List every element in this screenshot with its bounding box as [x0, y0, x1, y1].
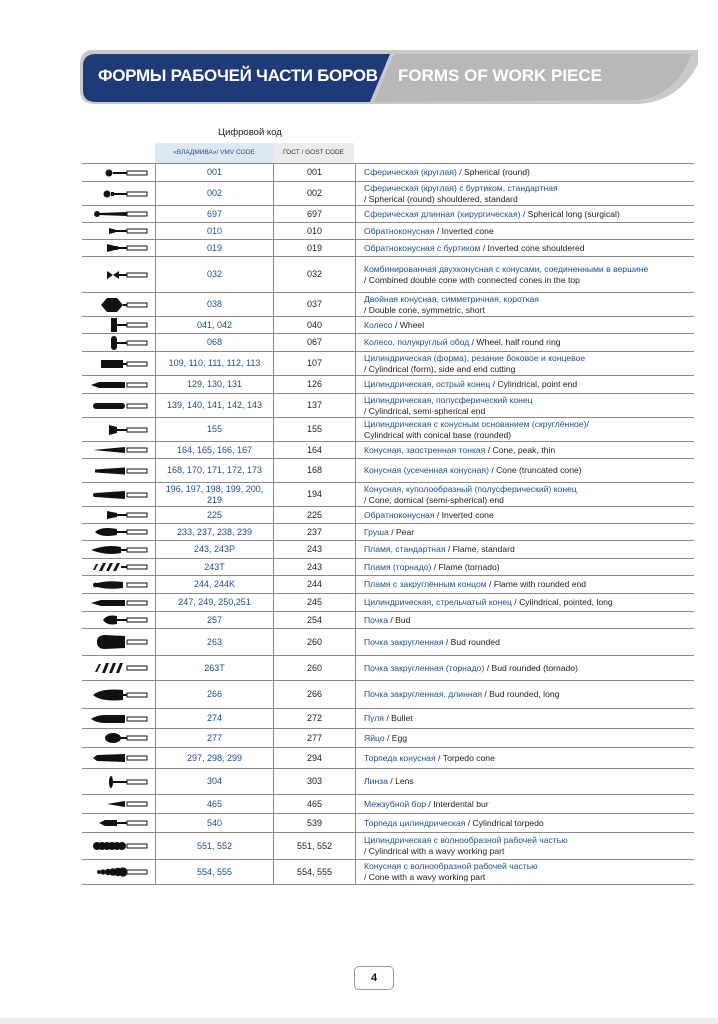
bud-round-bur-icon	[82, 629, 156, 655]
ball-long-bur-icon	[82, 206, 156, 222]
form-name-ru: Пламя с закруглённым концом	[364, 579, 487, 589]
table-row	[82, 558, 694, 575]
form-name-ru: Конусная, заостренная тонкая	[364, 444, 486, 455]
pear-bur-icon	[82, 524, 156, 540]
torpedo-cyl-bur-icon	[82, 814, 156, 832]
form-name-ru: Комбинированная двухконусная с конусами, соединенными в вершине	[364, 263, 649, 274]
table-row	[82, 611, 694, 628]
form-name-en: / Spherical (round)	[456, 167, 530, 177]
cone-dome-bur-icon	[82, 483, 156, 506]
gost-code-cell: 164	[274, 442, 356, 458]
form-description-cell	[356, 240, 694, 256]
column-header-vmv: «ВЛАДМИВА»/ VMV CODE	[155, 143, 273, 163]
vmv-code-cell: 155	[156, 418, 274, 441]
form-name-en: / Cylindrical, pointed, long	[511, 597, 613, 607]
gost-code-cell: 303	[274, 769, 356, 794]
ball-shoulder-bur-icon	[82, 182, 156, 205]
double-cone-bur-icon	[82, 257, 156, 292]
table-row	[82, 256, 694, 292]
form-description-cell	[356, 394, 694, 417]
interdental-bur-icon	[82, 795, 156, 813]
gost-code-cell: 277	[274, 729, 356, 747]
vmv-code-cell: 168, 170, 171, 172, 173	[156, 459, 274, 482]
form-name-en: / Bud rounded	[443, 636, 500, 647]
vmv-code-cell: 697	[156, 206, 274, 222]
form-name-ru: Цилиндрическая, стрельчатый конец	[364, 597, 512, 607]
form-name-ru: Торпеда цилиндрическая	[364, 817, 466, 828]
gost-code-cell: 260	[274, 656, 356, 680]
gost-code-cell: 243	[274, 559, 356, 575]
flame-round-bur-icon	[82, 576, 156, 593]
form-name-ru: Сферическая (круглая)	[364, 167, 457, 177]
vmv-code-cell: 277	[156, 729, 274, 747]
form-name-ru: Цилиндрическая (форма), резание боковое и концевое	[364, 352, 586, 363]
cyl-round-bur-icon	[82, 394, 156, 417]
gost-code-cell: 032	[274, 257, 356, 292]
vmv-code-cell: 225	[156, 507, 274, 523]
form-name-en: / Cylindrical, point end	[490, 379, 578, 389]
vmv-code-cell: 244, 244K	[156, 576, 274, 593]
gost-code-cell: 107	[274, 352, 356, 375]
table-row	[82, 292, 694, 316]
form-name-ru: Обратноконусная	[364, 509, 435, 520]
table-row	[82, 181, 694, 205]
bud-tornado-bur-icon	[82, 656, 156, 680]
form-description-cell	[356, 629, 694, 655]
form-description-cell	[356, 833, 694, 859]
vmv-code-cell: 164, 165, 166, 167	[156, 442, 274, 458]
gost-code-cell: 243	[274, 541, 356, 558]
form-name-en: / Inverted cone	[434, 225, 494, 236]
bullet-bur-icon	[82, 709, 156, 728]
form-description-cell	[356, 164, 694, 181]
form-description-cell	[356, 376, 694, 393]
form-description-cell	[356, 442, 694, 458]
vmv-code-cell: 041, 042	[156, 317, 274, 333]
form-name-en: / Cone, domical (semi-spherical) end	[364, 494, 504, 505]
banner-title-ru: ФОРМЫ РАБОЧЕЙ ЧАСТИ БОРОВ	[98, 66, 378, 85]
form-name-ru: Цилиндрическая, острый конец	[364, 379, 491, 389]
form-name-en: / Cylindrical, semi-spherical end	[364, 405, 486, 416]
form-description-cell	[356, 541, 694, 558]
vmv-code-cell: 032	[156, 257, 274, 292]
table-row	[82, 375, 694, 393]
wavy-cone-bur-icon	[82, 860, 156, 884]
banner-title-en: FORMS OF WORK PIECE	[398, 66, 602, 85]
form-description-cell	[356, 206, 694, 222]
form-name-en: / Wheel	[392, 319, 425, 330]
vmv-code-cell: 263T	[156, 656, 274, 680]
gost-code-cell: 010	[274, 223, 356, 239]
vmv-code-cell: 263	[156, 629, 274, 655]
table-row	[82, 417, 694, 441]
form-description-cell	[356, 594, 694, 611]
bud-bur-icon	[82, 612, 156, 628]
form-name-ru: Пламя, стандартная	[364, 544, 446, 554]
form-name-ru: Межзубной бор	[364, 798, 427, 809]
vmv-code-cell: 196, 197, 198, 199, 200, 219	[156, 483, 274, 506]
table-row	[82, 794, 694, 813]
form-name-en: / Bud	[387, 614, 411, 625]
form-description-cell	[356, 681, 694, 708]
form-name-ru: Цилиндрическая с конусным основанием (скруглённое)/	[364, 418, 589, 429]
bur-forms-table	[82, 163, 694, 885]
form-name-en: / Spherical (round) shouldered, standard	[364, 193, 518, 204]
table-row	[82, 813, 694, 832]
form-description-cell	[356, 748, 694, 768]
form-name-ru: Цилиндрическая, полусферический конец	[364, 394, 533, 405]
table-row	[82, 523, 694, 540]
form-description-cell	[356, 729, 694, 747]
gost-code-cell: 126	[274, 376, 356, 393]
double-cone-short-bur-icon	[82, 293, 156, 316]
form-description-cell	[356, 334, 694, 351]
form-description-cell	[356, 524, 694, 540]
form-description-cell	[356, 223, 694, 239]
table-row	[82, 482, 694, 506]
inv-cone-bur-icon	[82, 223, 156, 239]
gost-code-cell: 019	[274, 240, 356, 256]
form-name-en: / Spherical long (surgical)	[520, 208, 620, 219]
table-row	[82, 655, 694, 680]
vmv-code-cell: 002	[156, 182, 274, 205]
form-name-en: / Inverted cone shouldered	[480, 242, 585, 253]
table-row	[82, 205, 694, 222]
wheel-round-bur-icon	[82, 334, 156, 351]
table-row	[82, 222, 694, 239]
gost-code-cell: 002	[274, 182, 356, 205]
vmv-code-cell: 554, 555	[156, 860, 274, 884]
table-row	[82, 768, 694, 794]
cone-trunc-bur-icon	[82, 459, 156, 482]
form-description-cell	[356, 576, 694, 593]
cone-thin-bur-icon	[82, 442, 156, 458]
form-name-ru: Цилиндрическая с волнообразной рабочей частью	[364, 835, 568, 845]
form-name-en: / Pear	[388, 526, 415, 537]
table-row	[82, 441, 694, 458]
form-name-en: / Cone (truncated cone)	[488, 465, 582, 475]
table-row	[82, 458, 694, 482]
form-name-ru: Почка	[364, 614, 388, 625]
form-name-en: / Cone with a wavy working part	[364, 872, 486, 882]
form-description-cell	[356, 860, 694, 884]
form-description-cell	[356, 182, 694, 205]
form-name-en: / Lens	[387, 776, 414, 786]
form-name-ru: Яйцо	[364, 732, 385, 743]
header-banner	[80, 50, 698, 104]
vmv-code-cell: 257	[156, 612, 274, 628]
vmv-code-cell: 001	[156, 164, 274, 181]
form-name-ru: Сферическая длинная (хирургическая)	[364, 208, 521, 219]
form-description-cell	[356, 459, 694, 482]
table-row	[82, 316, 694, 333]
gost-code-cell: 168	[274, 459, 356, 482]
table-row	[82, 859, 694, 885]
vmv-code-cell: 139, 140, 141, 142, 143	[156, 394, 274, 417]
form-name-en: / Double cone, symmetric, short	[364, 304, 485, 315]
gost-code-cell: 244	[274, 576, 356, 593]
gost-code-cell: 037	[274, 293, 356, 316]
table-row	[82, 728, 694, 747]
form-name-en: / Torpedo cone	[435, 752, 495, 763]
form-name-ru: Сферическая (круглая) с буртиком, стандартная	[364, 182, 558, 193]
table-row	[82, 506, 694, 523]
form-name-ru: Обратноконусная с буртиком	[364, 242, 481, 253]
vmv-code-cell: 304	[156, 769, 274, 794]
gost-code-cell: 155	[274, 418, 356, 441]
form-description-cell	[356, 507, 694, 523]
vmv-code-cell: 266	[156, 681, 274, 708]
form-description-cell	[356, 317, 694, 333]
form-description-cell	[356, 352, 694, 375]
cyl-pointed-bur-icon	[82, 594, 156, 611]
form-name-ru: Конусная (усеченная конусная)	[364, 465, 489, 475]
bud-long-bur-icon	[82, 681, 156, 708]
gost-code-cell: 237	[274, 524, 356, 540]
flame-bur-icon	[82, 541, 156, 558]
vmv-code-cell: 247, 249, 250,251	[156, 594, 274, 611]
form-name-en: / Cylindrical (form), side and end cutting	[364, 363, 516, 374]
form-name-ru: Обратноконусная	[364, 225, 435, 236]
vmv-code-cell: 038	[156, 293, 274, 316]
form-name-en: / Wheel, half round ring	[469, 337, 561, 347]
gost-code-cell: 554, 555	[274, 860, 356, 884]
form-description-cell	[356, 709, 694, 728]
form-name-ru: Пуля	[364, 713, 384, 723]
form-name-ru: Колесо, полукруглый обод	[364, 337, 470, 347]
vmv-code-cell: 129, 130, 131	[156, 376, 274, 393]
form-name-en: / Flame, standard	[445, 544, 515, 554]
vmv-code-cell: 068	[156, 334, 274, 351]
table-row	[82, 540, 694, 558]
wheel-bur-icon	[82, 317, 156, 333]
gost-code-cell: 294	[274, 748, 356, 768]
gost-code-cell: 260	[274, 629, 356, 655]
form-name-en: / Inverted cone	[434, 509, 494, 520]
table-row	[82, 351, 694, 375]
inv-cone-sh-bur-icon	[82, 240, 156, 256]
table-row	[82, 708, 694, 728]
form-name-en: / Bullet	[383, 713, 413, 723]
vmv-code-cell: 243, 243P	[156, 541, 274, 558]
form-name-ru: Конусная с волнообразной рабочей частью	[364, 861, 538, 871]
form-description-cell	[356, 769, 694, 794]
form-name-en: / Cone, peak, thin	[485, 444, 556, 455]
gost-code-cell: 137	[274, 394, 356, 417]
vmv-code-cell: 243T	[156, 559, 274, 575]
form-description-cell	[356, 612, 694, 628]
form-name-en: / Cylindrical torpedo	[465, 817, 544, 828]
table-row	[82, 747, 694, 768]
table-row	[82, 393, 694, 417]
form-name-en: / Bud rounded (tornado)	[484, 662, 578, 673]
form-description-cell	[356, 795, 694, 813]
form-name-ru: Двойная конусная, симметричная, короткая	[364, 293, 539, 304]
form-name-ru: Колесо	[364, 319, 393, 330]
table-row	[82, 680, 694, 708]
table-row	[82, 333, 694, 351]
gost-code-cell: 245	[274, 594, 356, 611]
gost-code-cell: 001	[274, 164, 356, 181]
gost-code-cell: 067	[274, 334, 356, 351]
form-name-en: Cylindrical with conical base (rounded)	[364, 429, 512, 440]
form-description-cell	[356, 418, 694, 441]
cyl-bur-icon	[82, 352, 156, 375]
form-name-en: / Egg	[384, 732, 408, 743]
gost-code-cell: 194	[274, 483, 356, 506]
cyl-conical-bur-icon	[82, 418, 156, 441]
gost-code-cell: 539	[274, 814, 356, 832]
gost-code-cell: 697	[274, 206, 356, 222]
flame-tornado-bur-icon	[82, 559, 156, 575]
footer-bar	[0, 1018, 718, 1024]
cyl-point-bur-icon	[82, 376, 156, 393]
form-name-en: / Flame with rounded end	[486, 579, 587, 589]
form-name-ru: Линза	[364, 776, 388, 786]
form-name-en: / Interdental bur	[426, 798, 489, 809]
form-description-cell	[356, 483, 694, 506]
form-description-cell	[356, 257, 694, 292]
gost-code-cell: 465	[274, 795, 356, 813]
egg-bur-icon	[82, 729, 156, 747]
table-row	[82, 628, 694, 655]
vmv-code-cell: 233, 237, 238, 239	[156, 524, 274, 540]
table-row	[82, 163, 694, 181]
form-description-cell	[356, 656, 694, 680]
column-header-gost: ГОСТ / GOST CODE	[273, 143, 354, 163]
form-description-cell	[356, 293, 694, 316]
form-name-ru: Пламя (торнадо)	[364, 561, 432, 572]
table-row	[82, 832, 694, 859]
vmv-code-cell: 297, 298, 299	[156, 748, 274, 768]
form-name-en: / Bud rounded, long	[482, 689, 560, 699]
gost-code-cell: 266	[274, 681, 356, 708]
inv-cone-2-bur-icon	[82, 507, 156, 523]
vmv-code-cell: 540	[156, 814, 274, 832]
gost-code-cell: 254	[274, 612, 356, 628]
vmv-code-cell: 551, 552	[156, 833, 274, 859]
gost-code-cell: 272	[274, 709, 356, 728]
form-name-ru: Конусная, куполообразный (полусферический) конец	[364, 483, 577, 494]
vmv-code-cell: 109, 110, 111, 112, 113	[156, 352, 274, 375]
vmv-code-cell: 274	[156, 709, 274, 728]
gost-code-cell: 225	[274, 507, 356, 523]
form-name-ru: Почка закругленная, длинная	[364, 689, 483, 699]
vmv-code-cell: 010	[156, 223, 274, 239]
form-description-cell	[356, 559, 694, 575]
form-name-ru: Почка закругленная (торнадо)	[364, 662, 485, 673]
form-name-ru: Почка закругленная	[364, 636, 444, 647]
form-name-en: / Cylindrical with a wavy working part	[364, 846, 505, 856]
page-number: 4	[354, 966, 394, 990]
code-heading: Цифровой код	[218, 127, 282, 138]
form-description-cell	[356, 814, 694, 832]
torpedo-cone-bur-icon	[82, 748, 156, 768]
lens-bur-icon	[82, 769, 156, 794]
form-name-ru: Торпеда конусная	[364, 752, 436, 763]
table-row	[82, 593, 694, 611]
form-name-en: / Combined double cone with connected cones in the top	[364, 274, 580, 285]
form-name-ru: Груша	[364, 526, 389, 537]
table-row	[82, 575, 694, 593]
vmv-code-cell: 019	[156, 240, 274, 256]
gost-code-cell: 040	[274, 317, 356, 333]
vmv-code-cell: 465	[156, 795, 274, 813]
wavy-cyl-bur-icon	[82, 833, 156, 859]
table-row	[82, 239, 694, 256]
form-name-en: / Flame (tornado)	[431, 561, 500, 572]
gost-code-cell: 551, 552	[274, 833, 356, 859]
ball-bur-icon	[82, 164, 156, 181]
